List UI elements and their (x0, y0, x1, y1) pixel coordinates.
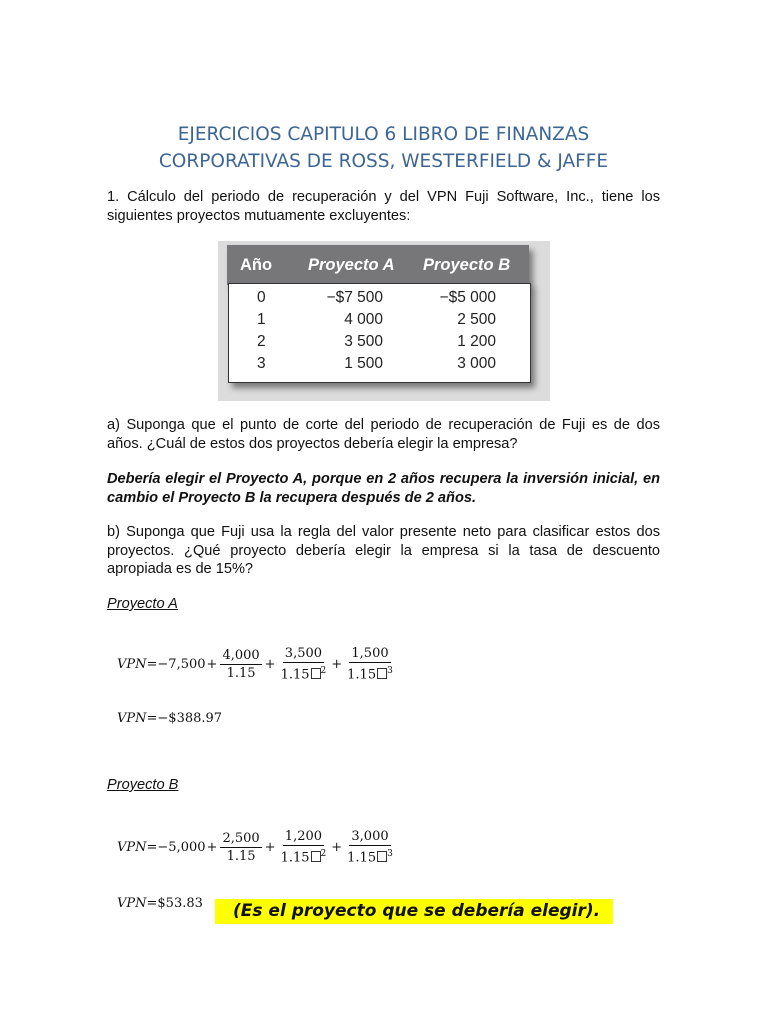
project-a-heading: Proyecto A (107, 596, 178, 612)
fraction (345, 828, 395, 866)
table-cell: 1 200 (457, 333, 496, 350)
title-line-2: CORPORATIVAS DE ROSS, WESTERFIELD & JAFFE (158, 151, 609, 172)
denominator: 1.15 (226, 848, 256, 864)
answer-a: Debería elegir el Proyecto A, porque en 2 años recupera la inversión inicial, en cambio el Proyecto B la recupera después de 2 años. (107, 471, 660, 506)
question-b: b) Suponga que Fuji usa la regla del valor presente neto para clasificar estos dos proyectos. ¿Qué proyecto debería elegir la empresa si la tasa de descuento apropiada es de 15%? (107, 524, 660, 578)
cash-flow-table (218, 241, 550, 401)
numerator: 1,200 (284, 829, 323, 844)
table-cell: 1 (257, 311, 266, 328)
project-a-equation: VPN =−7,500 + $\frac{4,000}{1.15}$ + $\frac{3,500}{1.15 ^2}$ + $\frac{1,500}{1.15 ^3}$ (117, 646, 393, 683)
table-cell: 3 000 (457, 355, 496, 372)
title-line-1: EJERCICIOS CAPITULO 6 LIBRO DE FINANZAS (177, 124, 590, 145)
denominator: 1.15 $^2$ (280, 849, 327, 866)
header-year: Año (240, 256, 273, 274)
denominator: 1.15 $^3$ (347, 849, 393, 866)
header-project-b: Proyecto B (423, 256, 511, 274)
equation-start: =−5,000 (146, 839, 206, 855)
table-cell: −$7 500 (326, 289, 383, 306)
table-cell: −$5 000 (439, 289, 496, 306)
numerator: 4,000 (222, 647, 260, 663)
fraction (279, 828, 329, 866)
project-b-equation: VPN =−5,000 + $\frac{2,500}{1.15}$ + $\frac{1,200}{1.15 ^2}$ + $\frac{3,000}{1.15 ^3}$ (117, 829, 393, 866)
denominator: 1.15 (226, 665, 256, 681)
denominator: 1.15 $^3$ (347, 666, 393, 683)
numerator: 1,500 (351, 646, 389, 661)
project-a-result (117, 711, 222, 726)
equation-start: =−7,500 (146, 656, 206, 672)
project-b-heading: Proyecto B (107, 777, 179, 793)
table-body (228, 283, 531, 383)
numerator: 3,000 (351, 829, 389, 844)
fraction (345, 645, 395, 683)
page-title (107, 121, 660, 175)
intro-paragraph: 1. Cálculo del periodo de recuperación y del VPN Fuji Software, Inc., tiene los siguientes proyectos mutuamente excluyentes: (107, 189, 660, 224)
result-value: =−$388.97 (146, 711, 223, 726)
table-header-row (227, 245, 529, 285)
table-cell: 4 000 (344, 311, 383, 328)
question-a: a) Suponga que el punto de corte del periodo de recuperación de Fuji es de dos años. ¿Cuál de estos dos proyectos debería elegir la empresa? (107, 417, 660, 452)
table-cell: 2 (257, 333, 266, 350)
equation-lhs: VPN (117, 656, 147, 672)
result-lhs: VPN (117, 896, 147, 911)
table-cell: 3 (257, 355, 266, 372)
project-b-result (117, 896, 203, 911)
table-cell: 3 500 (344, 333, 383, 350)
fraction (220, 647, 261, 682)
numerator: 3,500 (284, 646, 323, 661)
table-cell: 2 500 (457, 311, 496, 328)
denominator: 1.15 $^2$ (280, 666, 327, 683)
conclusion-highlight: (Es el proyecto que se debería elegir). (215, 899, 613, 924)
header-project-a: Proyecto A (308, 256, 395, 274)
equation-lhs: VPN (117, 839, 147, 855)
fraction (220, 830, 261, 865)
numerator: 2,500 (222, 830, 260, 846)
table-cell: 0 (257, 289, 266, 306)
result-value: =$53.83 (146, 896, 203, 911)
table-cell: 1 500 (344, 355, 383, 372)
fraction (279, 645, 329, 683)
result-lhs: VPN (117, 711, 147, 726)
